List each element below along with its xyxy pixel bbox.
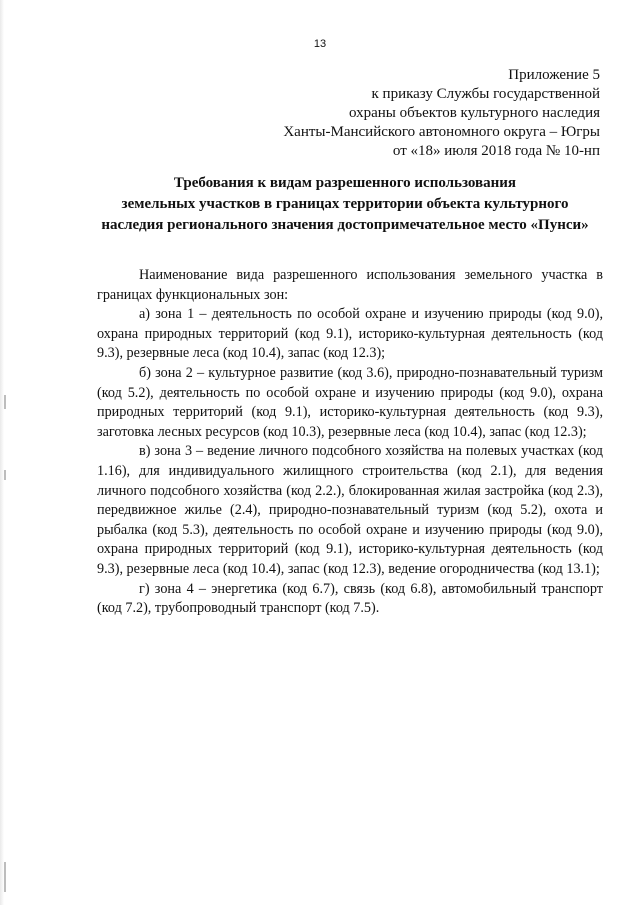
title-line: земельных участков в границах территории объекта культурного bbox=[121, 196, 569, 212]
scan-mark bbox=[4, 862, 6, 892]
page-number: 13 bbox=[313, 38, 327, 50]
zone-paragraph: а) зона 1 – деятельность по особой охране и изучению природы (код 9.0), охрана природных территорий (код 9.1), историко-культурная деятельность (код 9.3), резервные леса (код 10.4), запас (код 12.3); bbox=[97, 306, 603, 362]
appendix-line: Приложение 5 bbox=[508, 67, 600, 83]
appendix-line: к приказу Службы государственной bbox=[371, 86, 600, 102]
appendix-line: от «18» июля 2018 года № 10-нп bbox=[392, 143, 600, 159]
intro-paragraph: Наименование вида разрешенного использования земельного участка в границах функциональных зон: bbox=[97, 267, 603, 303]
zone-paragraph: в) зона 3 – ведение личного подсобного хозяйства на полевых участках (код 1.16), для индивидуального жилищного строительства (код 2.1), для ведения личного подсобного хозяйства (код 2.2.), блокированная жилая застройка (код 2.3), передвижное жилье (2.4), природно-познавательный туризм (код 5.2), охота и рыбалка (код 5.3), деятельность по особой охране и изучению природы (код 9.0), охрана природных территорий (код 9.1), историко-культурная деятельность (код 9.3), резервные леса (код 10.4), запас (код 12.3), ведение огородничества (код 13.1); bbox=[97, 443, 603, 577]
zone-paragraph: б) зона 2 – культурное развитие (код 3.6), природно-познавательный туризм (код 5.2), деятельность по особой охране и изучению природы (код 9.0), охрана природных территорий (код 9.1), историко-культурная деятельность (код 9.3), заготовка лесных ресурсов (код 10.3), резервные леса (код 10.4), запас (код 12.3); bbox=[97, 364, 603, 440]
scan-mark bbox=[4, 470, 6, 480]
appendix-line: Ханты-Мансийского автономного округа – Югры bbox=[283, 124, 600, 140]
appendix-line: охраны объектов культурного наследия bbox=[348, 105, 600, 121]
title-line: наследия регионального значения достопримечательное место «Пунси» bbox=[101, 217, 589, 233]
document-body bbox=[97, 266, 603, 619]
scan-edge bbox=[0, 0, 4, 905]
appendix-header bbox=[283, 66, 600, 161]
title-line: Требования к видам разрешенного использования bbox=[173, 175, 517, 191]
document-title bbox=[60, 173, 630, 236]
zone-paragraph: г) зона 4 – энергетика (код 6.7), связь (код 6.8), автомобильный транспорт (код 7.2), трубопроводный транспорт (код 7.5). bbox=[97, 580, 603, 617]
scan-mark bbox=[4, 395, 6, 409]
